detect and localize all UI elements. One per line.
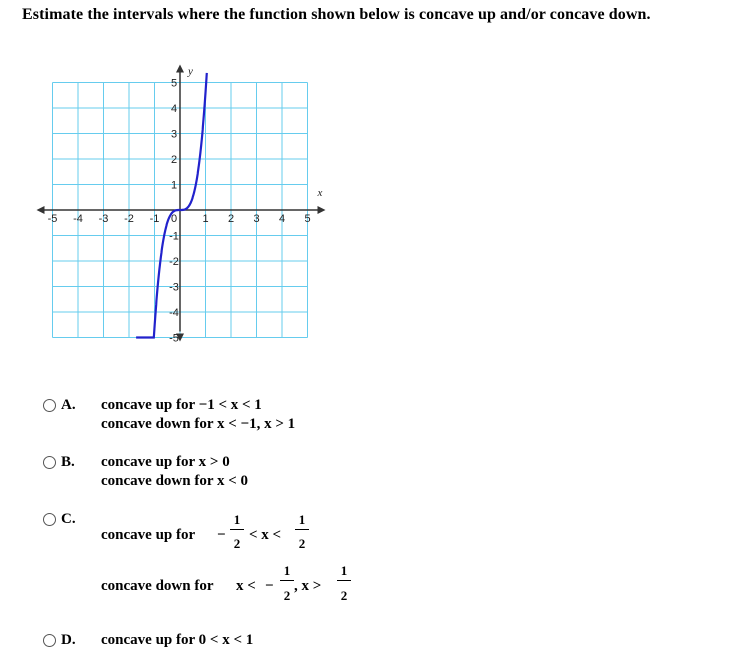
option-d-up-ineq: 0 < x < 1 xyxy=(198,632,254,648)
y-tick-label: 2 xyxy=(170,154,178,166)
option-b-letter: B. xyxy=(61,454,75,470)
option-c-radio[interactable] xyxy=(43,513,56,526)
option-c-up-frac2-bar xyxy=(295,529,309,530)
y-tick-label: -4 xyxy=(169,307,179,319)
x-tick-label: -4 xyxy=(73,213,83,225)
x-tick-label: 1 xyxy=(202,213,209,225)
option-a-down-ineq: x < −1, x > 1 xyxy=(216,416,296,432)
option-c-down-lt: x < xyxy=(236,578,256,594)
y-tick-label: 3 xyxy=(170,128,178,141)
option-c-up-frac-bar xyxy=(230,529,244,530)
option-b-up-ineq: x > 0 xyxy=(198,454,230,470)
option-c-letter: C. xyxy=(61,511,76,527)
option-c-up-frac-num: 1 xyxy=(233,512,241,527)
option-b-down-text: concave down for xyxy=(101,473,214,489)
x-tick-label: -3 xyxy=(98,213,109,225)
option-c-up-frac-den: 2 xyxy=(233,536,241,551)
y-tick-label: -3 xyxy=(169,281,179,294)
option-c-down-frac2-num: 1 xyxy=(340,563,348,578)
option-c-down-frac2-bar xyxy=(337,580,351,581)
x-axis-left-arrow xyxy=(37,206,45,214)
option-a-up-ineq: −1 < x < 1 xyxy=(198,397,262,413)
y-tick-label: 1 xyxy=(170,179,178,192)
option-a-letter: A. xyxy=(61,397,76,413)
option-c-down-frac-num: 1 xyxy=(283,563,291,578)
option-b-radio[interactable] xyxy=(43,456,56,469)
x-tick-label: 3 xyxy=(253,213,260,225)
option-a-radio[interactable] xyxy=(43,399,56,412)
option-b-down xyxy=(101,473,248,490)
option-b-up-text: concave up for xyxy=(101,454,195,470)
option-d-up-text: concave up for xyxy=(101,632,195,648)
x-tick-label: 2 xyxy=(227,213,235,225)
option-c-down-frac2-den: 2 xyxy=(340,588,348,603)
option-c-down-minus: − xyxy=(265,578,274,594)
x-tick-label: 5 xyxy=(304,213,311,225)
option-d-letter: D. xyxy=(61,632,76,648)
option-c-up-frac2-den: 2 xyxy=(298,536,306,551)
y-tick-label: -5 xyxy=(169,332,179,345)
option-a-down xyxy=(101,416,295,433)
y-axis-label: y xyxy=(188,65,193,78)
option-a-up-text: concave up for xyxy=(101,397,195,413)
option-b-down-ineq: x < 0 xyxy=(216,473,249,489)
option-c-up-frac2-num: 1 xyxy=(298,512,306,527)
option-d-radio[interactable] xyxy=(43,634,56,647)
option-c-down-frac-den: 2 xyxy=(283,588,291,603)
option-d-up xyxy=(101,632,253,649)
option-a-down-text: concave down for xyxy=(101,416,214,432)
y-axis-top-arrow xyxy=(176,65,184,73)
x-tick-label: -1 xyxy=(149,213,160,225)
x-tick-label: -2 xyxy=(124,213,134,225)
option-c-down-mid: , x > xyxy=(294,578,322,594)
option-c-up-text: concave up for xyxy=(101,527,196,543)
y-tick-label: 4 xyxy=(170,103,178,115)
y-tick-label: -1 xyxy=(169,230,179,243)
option-a-up xyxy=(101,397,262,414)
y-tick-label: -2 xyxy=(169,256,179,268)
origin-label: 0 xyxy=(170,213,178,225)
option-c-up-minus: − xyxy=(217,527,226,543)
x-axis-label: x xyxy=(317,187,323,199)
option-c-down-text: concave down for xyxy=(101,578,214,594)
question-text: Estimate the intervals where the function shown below is concave up and/or concave down. xyxy=(22,6,651,23)
x-tick-label: -5 xyxy=(47,213,58,225)
y-tick-label: 5 xyxy=(170,77,178,90)
option-c-down-frac-bar xyxy=(280,580,294,581)
option-c-up-mid: < x < xyxy=(249,527,282,543)
option-b-up xyxy=(101,454,230,471)
x-axis-right-arrow xyxy=(318,206,326,214)
x-tick-label: 4 xyxy=(278,213,286,225)
